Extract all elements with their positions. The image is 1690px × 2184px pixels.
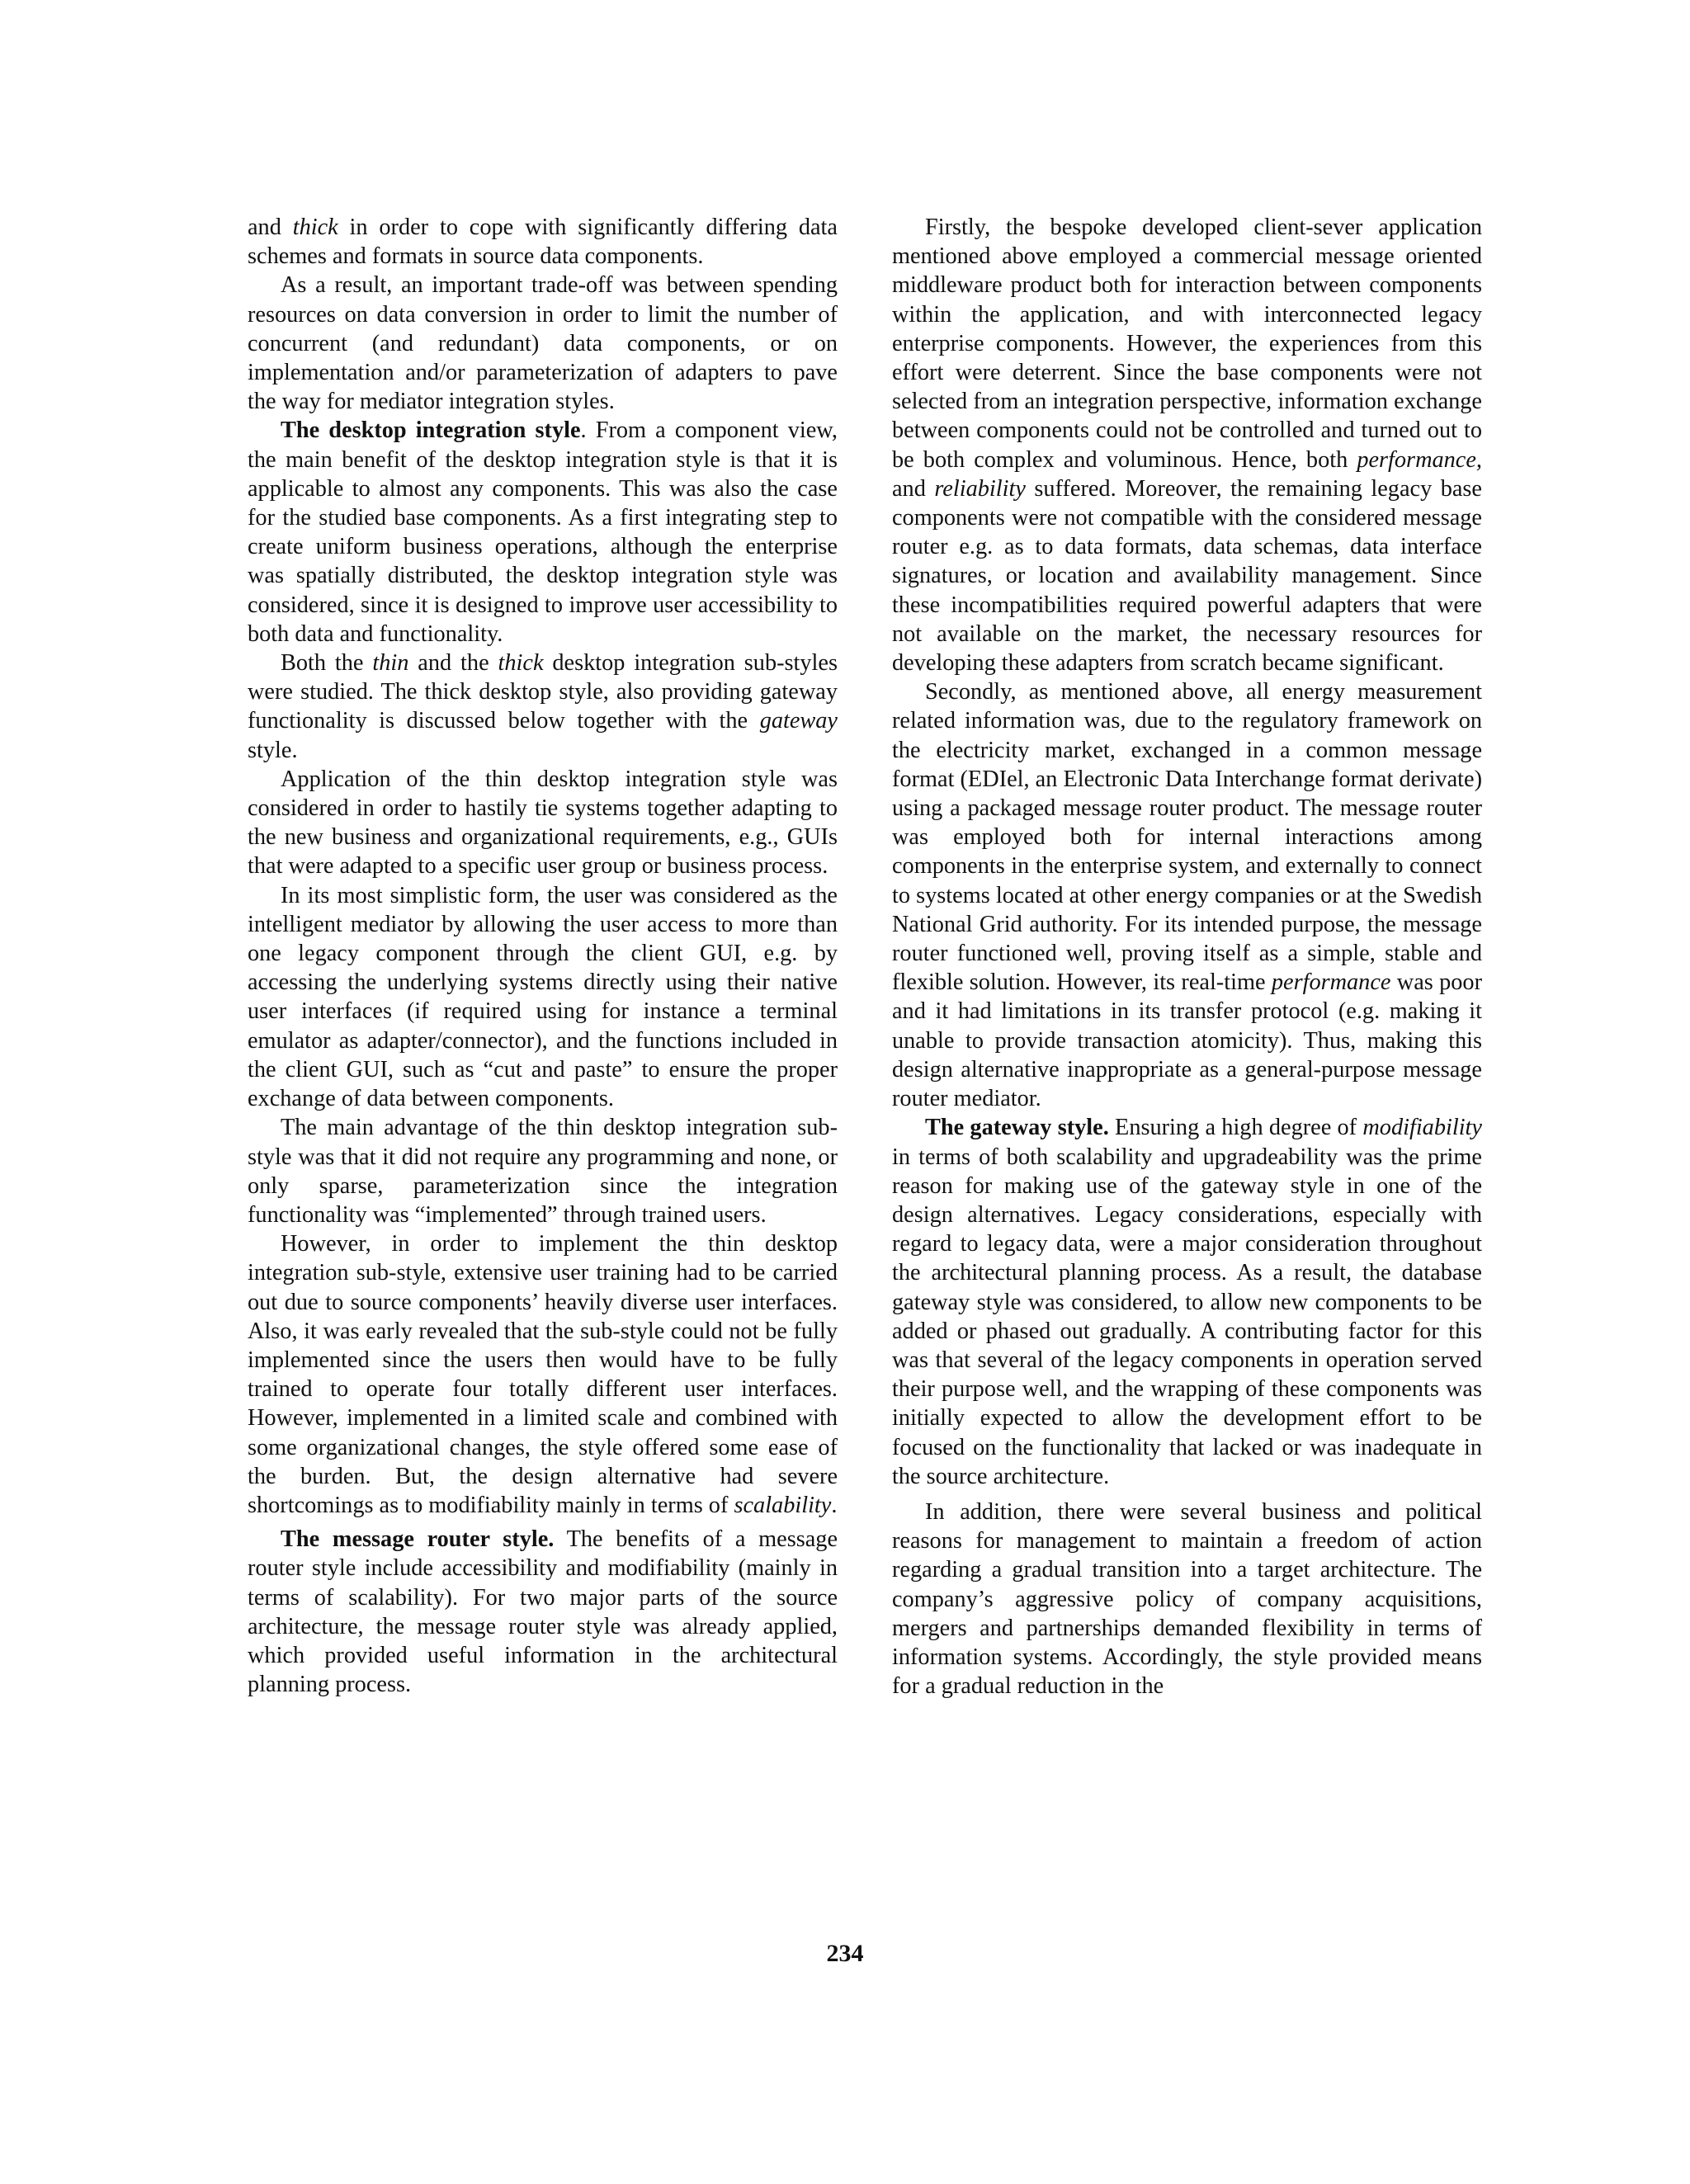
text-run: suffered. Moreover, the remaining legacy base components were not compatible with the considered message router e.g. as to data formats, data schemas, data interface signatures, or location and availability management. Since these incompatibilities required powerful adapters that were not available on the market, the necessary resources for developing these adapters from scratch became significant. xyxy=(892,475,1482,677)
left-paragraph-9 xyxy=(248,1525,838,1699)
text-run: Secondly, as mentioned above, all energy measurement related information was, due to the regulatory framework on the electricity market, exchanged in a common message format (EDIel, an Electronic Data Interchange format derivate) using a packaged message router product. The message router was employed both for internal interactions among components in the enterprise system, and externally to connect to systems located at other energy companies or at the Swedish National Grid authority. For its intended purpose, the message router functioned well, proving itself as a simple, stable and flexible solution. However, its real-time xyxy=(892,679,1482,996)
text-run: style. xyxy=(248,737,298,763)
text-run: Ensuring a high degree of xyxy=(1108,1115,1363,1141)
left-paragraph-2: As a result, an important trade-off was between spending resources on data conversion in order to limit the number of concurrent (and redundant) data components, or on implementation and/or parameterization of adapters to pave the way for mediator integration styles. xyxy=(248,272,838,415)
text-run: . From a component view, the main benefit of the desktop integration style is that it is applicable to almost any components. This was also the case for the studied base components. As a first integrating step to create uniform business operations, although the enterprise was spatially distributed, the desktop integration style was considered, since it is designed to improve user accessibility to both data and functionality. xyxy=(248,417,838,647)
section-heading-desktop-integration: The desktop integration style xyxy=(281,417,581,444)
left-paragraph-8 xyxy=(248,1229,838,1520)
text-run: However, in order to implement the thin desktop integration sub-style, extensive user training had to be carried out due to source components’ heavily diverse user interfaces. Also, it was early revealed that the sub-style could not be fully implemented since the users then would have to be fully trained to operate four totally different user interfaces. However, implemented in a limited scale and combined with some organizational changes, the style offered some ease of the burden. But, the design alternative had severe shortcomings as to modifiability mainly in terms of xyxy=(248,1231,838,1518)
text-run: Both the xyxy=(281,650,373,677)
text-run: in terms of both scalability and upgradeability was the prime reason for making use of the gateway style in one of the design alternatives. Legacy considerations, especially with regard to legacy data, were a major consideration throughout the architectural planning process. As a result, the database gateway style was considered, to allow new components to be added or phased out gradually. A contributing factor for this was that several of the legacy components in operation served their purpose well, and the wrapping of these components was initially expected to allow the development effort to be focused on the functionality that lacked or was inadequate in the source architecture. xyxy=(892,1144,1482,1489)
right-paragraph-2 xyxy=(892,677,1482,1113)
text-run: was poor and it had limitations in its transfer protocol (e.g. making it unable to provide transaction atomicity). Thus, making this design alternative inappropriate as a general-purpose message router mediator. xyxy=(892,969,1482,1112)
italic-term: scalability xyxy=(734,1492,832,1518)
italic-term: thick xyxy=(498,650,544,677)
text-run: and xyxy=(248,215,293,240)
italic-term: modifiability xyxy=(1362,1115,1482,1141)
text-run: and xyxy=(892,475,935,502)
italic-term: gateway xyxy=(759,708,838,734)
left-paragraph-6: In its most simplistic form, the user was considered as the intelligent mediator by allowing the user access to more than one legacy component through the client GUI, e.g. by accessing the underlying systems directly using their native user interfaces (if required using for instance a terminal emulator as adapter/connector), and the functions included in the client GUI, such as “cut and paste” to ensure the proper exchange of data between components. xyxy=(248,882,838,1112)
section-heading-message-router: The message router style. xyxy=(281,1526,555,1553)
right-paragraph-1 xyxy=(892,213,1482,677)
text-run: Firstly, the bespoke developed client-sever application mentioned above employed a commercial message oriented middleware product both for interaction between components within the application, and with interconnected legacy enterprise components. However, the experiences from this effort were deterrent. Since the base components were not selected from an integration perspective, information exchange between components could not be controlled and turned out to be both complex and voluminous. Hence, both xyxy=(892,215,1482,473)
left-paragraph-3 xyxy=(248,416,838,649)
right-column xyxy=(892,213,1482,1701)
text-run: in order to cope with significantly differing data schemes and formats in source data components. xyxy=(248,215,838,270)
italic-term: thin xyxy=(372,650,409,677)
left-paragraph-5: Application of the thin desktop integration style was considered in order to hastily tie systems together adapting to the new business and organizational requirements, e.g., GUIs that were adapted to a specific user group or business process. xyxy=(248,766,838,880)
italic-term: reliability xyxy=(934,475,1026,502)
left-paragraph-7: The main advantage of the thin desktop integration sub-style was that it did not require any programming and none, or only sparse, parameterization since the integration functionality was “implemented” through trained users. xyxy=(248,1115,838,1228)
section-heading-gateway: The gateway style. xyxy=(925,1115,1109,1141)
italic-term: thick xyxy=(292,215,338,240)
text-run: desktop integration sub-styles were studied. The thick desktop style, also providing gateway functionality is discussed below together with the xyxy=(248,650,838,734)
text-run: The benefits of a message router style include accessibility and modifiability (mainly in terms of scalability). For two major parts of the source architecture, the message router style was already applied, which provided useful information in the architectural planning process. xyxy=(248,1526,838,1698)
text-run: and the xyxy=(408,650,498,677)
left-paragraph-1 xyxy=(248,213,838,271)
page-number: 234 xyxy=(826,1940,864,1967)
right-paragraph-3 xyxy=(892,1113,1482,1491)
text-run: . xyxy=(831,1492,838,1518)
left-paragraph-4 xyxy=(248,649,838,765)
italic-term: performance, xyxy=(1357,446,1482,473)
italic-term: performance xyxy=(1271,969,1391,996)
right-paragraph-4: In addition, there were several business and political reasons for management to maintain a freedom of action regarding a gradual transition into a target architecture. The company’s aggressive policy of company acquisitions, mergers and partnerships demanded flexibility in terms of information systems. Accordingly, the style provided means for a gradual reduction in the xyxy=(892,1498,1482,1700)
left-column xyxy=(248,213,838,1699)
